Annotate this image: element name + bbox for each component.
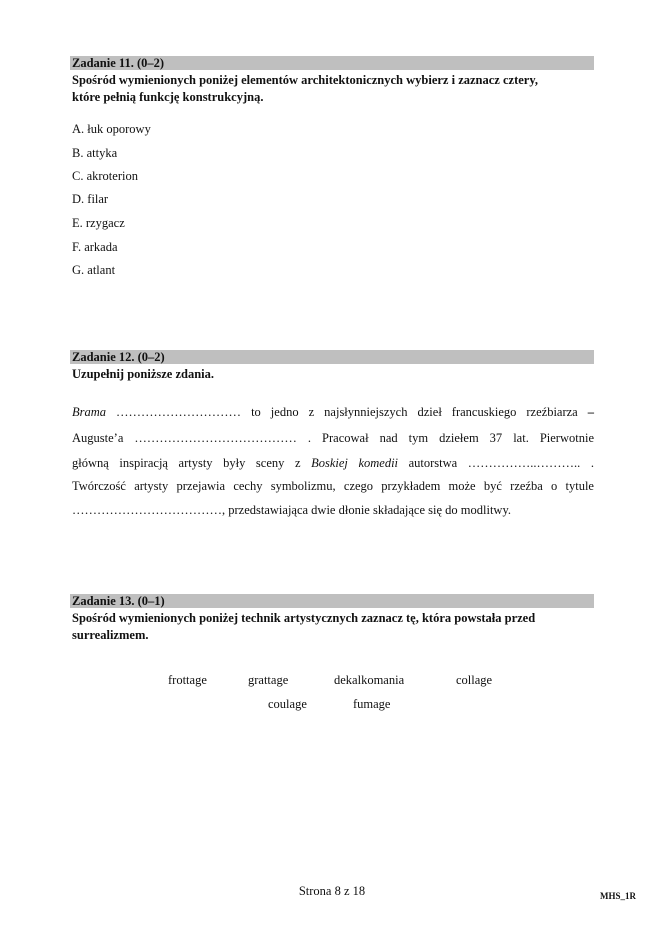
task-12-line-3-end[interactable]: autorstwa ……………..……….. . [398,456,594,470]
task-12-line-2[interactable]: Auguste’a ………………………………… . Pracował nad tym dziełem 37 lat. Pierwotnie [72,431,594,445]
task-12-line-3-start: główną inspiracją artysty były sceny z [72,456,312,470]
task-11-instruction-line-2: które pełnią funkcję konstrukcyjną. [72,90,264,104]
task-11-header: Zadanie 11. (0–2) [70,56,594,70]
task-11-option-g[interactable]: G. atlant [72,263,116,277]
task-11-option-f[interactable]: F. arkada [72,240,118,254]
task-12-instruction: Uzupełnij poniższe zdania. [72,367,215,381]
task-11-option-d[interactable]: D. filar [72,192,109,206]
task-13-instruction-line-1: Spośród wymienionych poniżej technik artystycznych zaznacz tę, która powstała przed [72,611,536,625]
technique-frottage[interactable]: frottage [168,673,207,687]
boskiej-komedii-title: Boskiej komedii [311,456,399,470]
task-11-option-c[interactable]: C. akroterion [72,169,138,183]
task-11-option-a[interactable]: A. łuk oporowy [72,122,151,136]
technique-grattage[interactable]: grattage [248,673,289,687]
task-12-line-5[interactable]: ………………………………, przedstawiająca dwie dłonie składające się do modlitwy. [72,503,512,517]
task-13-instruction-line-2: surrealizmem. [72,628,149,642]
technique-collage[interactable]: collage [456,673,493,687]
task-11-option-e[interactable]: E. rzygacz [72,216,125,230]
task-12-line-1-rest[interactable]: ………………………… to jedno z najsłynniejszych dzieł francuskiego rzeźbiarza [106,405,578,419]
exam-code: MHS_1R [600,891,636,901]
technique-fumage[interactable]: fumage [353,697,391,711]
brama-title: Brama [72,405,107,419]
task-12-line-1 [72,404,594,420]
task-12-line-1-dash: – [577,405,595,419]
task-11-option-b[interactable]: B. attyka [72,146,118,160]
technique-coulage[interactable]: coulage [268,697,307,711]
task-13-header: Zadanie 13. (0–1) [70,594,594,608]
task-11-instruction-line-1: Spośród wymienionych poniżej elementów architektonicznych wybierz i zaznacz cztery, [72,73,539,87]
task-12-header: Zadanie 12. (0–2) [70,350,594,364]
technique-dekalkomania[interactable]: dekalkomania [334,673,405,687]
page-number: Strona 8 z 18 [298,884,366,898]
task-12-line-3 [72,455,594,471]
task-12-line-4: Twórczość artysty przejawia cechy symbolizmu, czego przykładem może być rzeźba o tytule [72,479,594,493]
